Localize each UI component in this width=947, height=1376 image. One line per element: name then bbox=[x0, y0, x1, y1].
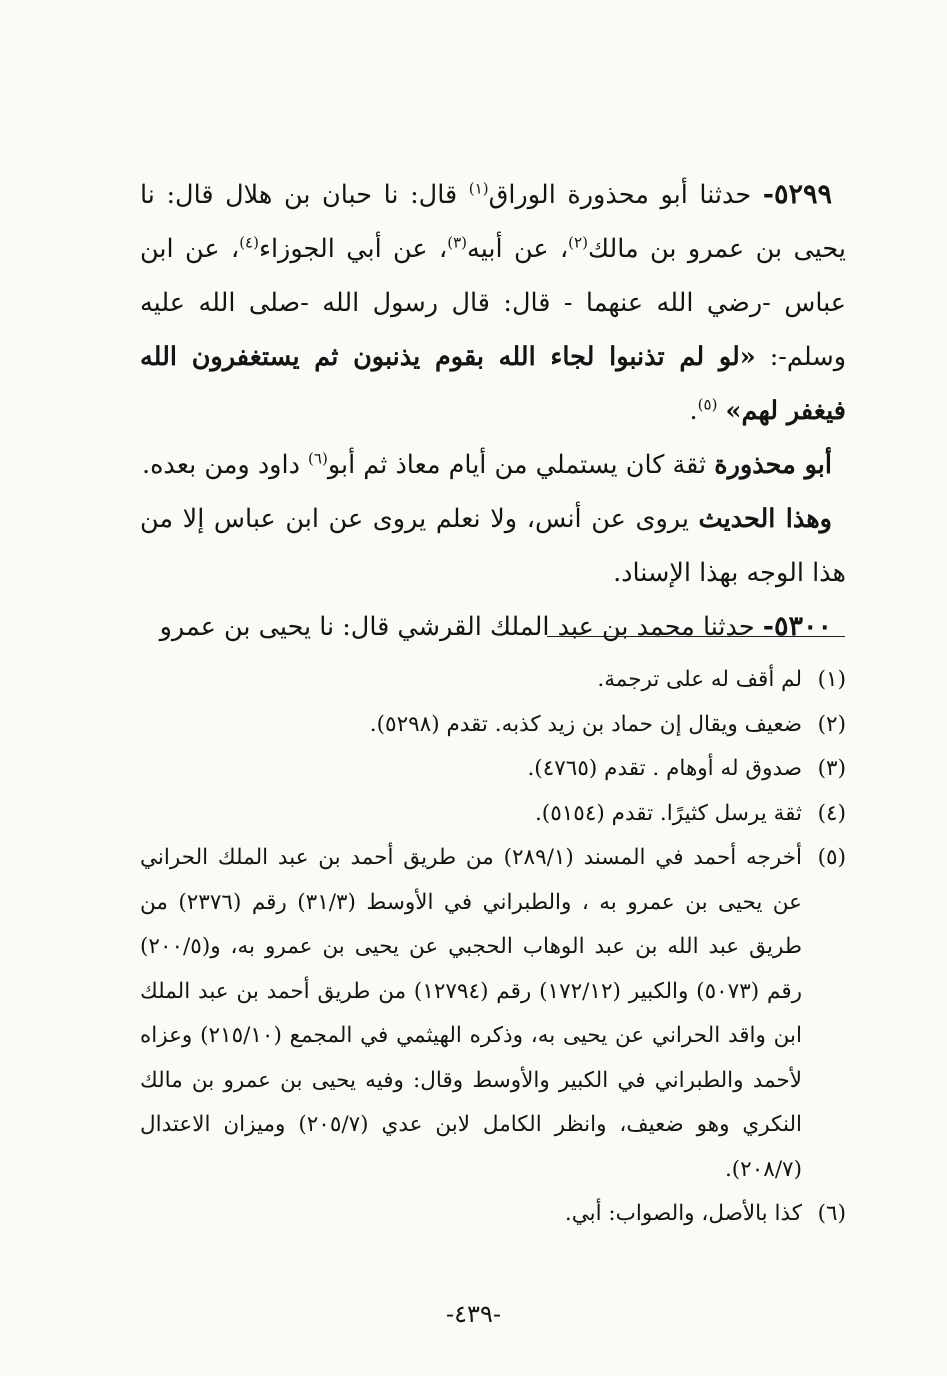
footnote-text: ثقة يرسل كثيرًا. تقدم (٥١٥٤). bbox=[534, 800, 802, 826]
footnote-marker: (٢) bbox=[817, 711, 846, 737]
footnote-text: صدوق له أوهام . تقدم (٤٧٦٥). bbox=[527, 756, 802, 781]
footnote-text: ضعيف ويقال إن حماد بن زيد كذبه. تقدم (٥٢٩٨). bbox=[369, 711, 802, 737]
footnote-marker: (٦) bbox=[817, 1201, 846, 1226]
footnote-marker: (١) bbox=[817, 667, 846, 692]
footnote-ref[interactable]: (٤) bbox=[239, 233, 259, 252]
hadith-text: ، عن ابن عباس -رضي الله عنهما - قال: قال رسول الله -صلى الله عليه وسلم-: bbox=[140, 234, 847, 372]
footnote-marker: (٤) bbox=[817, 800, 846, 826]
hadith-number: ٥٣٠٠- bbox=[762, 611, 832, 642]
footnote-1 bbox=[140, 658, 846, 703]
hadith-5299 bbox=[140, 168, 846, 438]
hadith-quote: «لو لم تذنبوا لجاء الله بقوم يذنبون ثم يستغفرون الله فيغفر لهم» bbox=[140, 342, 846, 426]
footnote-2 bbox=[140, 703, 846, 748]
footnote-text: لم أقف له على ترجمة. bbox=[597, 667, 802, 692]
comment-narrator bbox=[140, 438, 846, 492]
footnote-text: أخرجه أحمد في المسند (٢٨٩/١) من طريق أحمد بن عبد الملك الحراني عن يحيى بن عمرو به ، والطبراني في الأوسط (٣١/٣) رقم (٢٣٧٦) من طريق عبد الله بن عبد الوهاب الحجبي عن يحيى بن عمرو به، و(٢٠٠/٥) رقم (٥٠٧٣) والكبير (١٧٢/١٢) رقم (١٢٧٩٤) من طريق أحمد بن عبد الملك ابن واقد الحراني عن يحيى به، وذكره الهيثمي في المجمع (٢١٥/١٠) وعزاه لأحمد والطبراني في الكبير والأوسط وقال: وفيه يحيى بن عمرو بن مالك النكري وهو ضعيف، وانظر الكامل لابن عدي (٢٠٥/٧) وميزان الاعتدال (٢٠٨/٧). bbox=[140, 845, 802, 1182]
hadith-text: ، عن أبيه bbox=[467, 234, 569, 264]
comment-text: يروى عن أنس، ولا نعلم يروى عن ابن عباس إلا من هذا الوجه بهذا الإسناد. bbox=[140, 504, 846, 588]
comment-hadith bbox=[140, 492, 846, 600]
footnote-ref[interactable]: (١) bbox=[468, 179, 489, 198]
hadith-number: ٥٢٩٩- bbox=[762, 179, 832, 210]
footnote-3 bbox=[140, 747, 846, 792]
footnote-divider bbox=[547, 636, 845, 637]
hadith-text: ، عن أبي الجوزاء bbox=[258, 234, 448, 264]
footnote-4 bbox=[140, 792, 846, 837]
comment-text: داود ومن بعده. bbox=[141, 450, 309, 480]
footnote-ref[interactable]: (٦) bbox=[308, 449, 328, 468]
footnote-ref[interactable]: (٥) bbox=[697, 395, 718, 414]
hadith-5300 bbox=[140, 600, 846, 654]
hadith-text: حدثنا محمد بن عبد الملك القرشي قال: نا يحيى بن عمرو bbox=[159, 612, 763, 642]
footnote-5 bbox=[140, 836, 846, 1192]
footnote-marker: (٣) bbox=[817, 756, 846, 781]
hadith-text: . bbox=[689, 396, 698, 426]
hadith-text: قال: نا حبان بن هلال قال: نا يحيى بن عمرو بن مالك bbox=[140, 180, 846, 264]
comment-bold: وهذا الحديث bbox=[698, 504, 832, 534]
main-text bbox=[140, 168, 846, 654]
footnote-6 bbox=[140, 1192, 846, 1237]
comment-bold: أبو محذورة bbox=[714, 450, 832, 480]
footnote-ref[interactable]: (٢) bbox=[568, 233, 588, 252]
hadith-text: حدثنا أبو محذورة الوراق bbox=[488, 180, 763, 210]
page-number: -٤٣٩- bbox=[446, 1300, 501, 1328]
footnote-ref[interactable]: (٣) bbox=[447, 233, 468, 252]
comment-text: ثقة كان يستملي من أيام معاذ ثم أبو bbox=[327, 450, 715, 480]
footnote-marker: (٥) bbox=[817, 845, 846, 870]
footnote-text: كذا بالأصل، والصواب: أبي. bbox=[564, 1201, 802, 1226]
footnotes bbox=[140, 658, 846, 1237]
